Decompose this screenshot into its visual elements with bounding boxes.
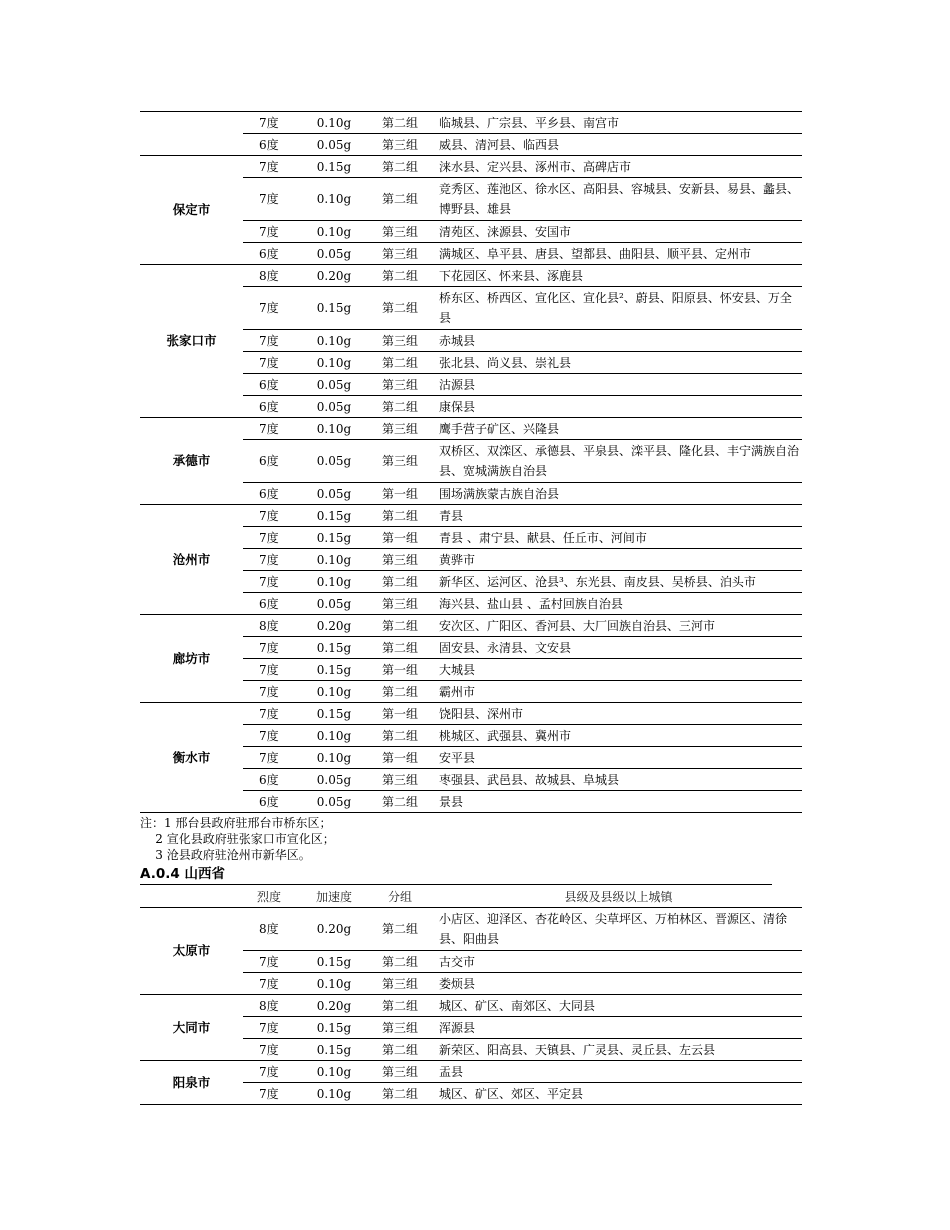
acceleration-cell: 0.20g — [303, 995, 365, 1017]
acceleration-cell: 0.10g — [303, 112, 365, 134]
acceleration-cell: 0.10g — [303, 330, 365, 352]
section-title: A.0.4 山西省 — [140, 864, 772, 885]
intensity-cell: 6度 — [243, 243, 303, 265]
city-cell: 大同市 — [140, 995, 243, 1061]
towns-cell: 满城区、阜平县、唐县、望都县、曲阳县、顺平县、定州市 — [435, 243, 802, 265]
acceleration-cell: 0.05g — [303, 769, 365, 791]
city-cell: 保定市 — [140, 156, 243, 265]
city-cell: 衡水市 — [140, 703, 243, 813]
towns-cell: 清苑区、涞源县、安国市 — [435, 221, 802, 243]
intensity-cell: 7度 — [243, 681, 303, 703]
intensity-cell: 7度 — [243, 112, 303, 134]
intensity-cell: 6度 — [243, 440, 303, 483]
group-cell: 第一组 — [365, 527, 435, 549]
intensity-cell: 7度 — [243, 178, 303, 221]
towns-cell: 浑源县 — [435, 1017, 802, 1039]
intensity-cell: 7度 — [243, 287, 303, 330]
towns-cell: 景县 — [435, 791, 802, 813]
group-cell: 第二组 — [365, 178, 435, 221]
group-cell: 第三组 — [365, 418, 435, 440]
intensity-cell: 7度 — [243, 951, 303, 973]
towns-cell: 霸州市 — [435, 681, 802, 703]
towns-cell: 古交市 — [435, 951, 802, 973]
group-cell: 第一组 — [365, 747, 435, 769]
towns-cell: 鹰手营子矿区、兴隆县 — [435, 418, 802, 440]
acceleration-cell: 0.05g — [303, 134, 365, 156]
towns-cell: 娄烦县 — [435, 973, 802, 995]
footnote-line: 注：1 邢台县政府驻邢台市桥东区； — [140, 816, 332, 830]
shanxi-seismic-table — [140, 887, 802, 1105]
intensity-cell: 7度 — [243, 1061, 303, 1083]
acceleration-cell: 0.10g — [303, 1083, 365, 1105]
acceleration-cell: 0.15g — [303, 1039, 365, 1061]
city-cell: 太原市 — [140, 908, 243, 995]
towns-cell: 盂县 — [435, 1061, 802, 1083]
intensity-cell: 7度 — [243, 659, 303, 681]
acceleration-cell: 0.15g — [303, 505, 365, 527]
table-row — [140, 156, 802, 178]
intensity-cell: 6度 — [243, 483, 303, 505]
intensity-cell: 7度 — [243, 571, 303, 593]
acceleration-cell: 0.05g — [303, 593, 365, 615]
shanxi-table-body — [140, 908, 802, 1105]
group-cell: 第二组 — [365, 265, 435, 287]
group-cell: 第二组 — [365, 615, 435, 637]
acceleration-cell: 0.10g — [303, 747, 365, 769]
group-cell: 第三组 — [365, 134, 435, 156]
table-row — [140, 703, 802, 725]
towns-cell: 下花园区、怀来县、涿鹿县 — [435, 265, 802, 287]
hebei-table-body — [140, 112, 802, 813]
intensity-cell: 7度 — [243, 725, 303, 747]
towns-cell: 大城县 — [435, 659, 802, 681]
header-city — [140, 887, 243, 908]
city-cell: 沧州市 — [140, 505, 243, 615]
group-cell: 第一组 — [365, 659, 435, 681]
group-cell: 第二组 — [365, 908, 435, 951]
table-row — [140, 505, 802, 527]
acceleration-cell: 0.15g — [303, 703, 365, 725]
group-cell: 第三组 — [365, 769, 435, 791]
acceleration-cell: 0.10g — [303, 571, 365, 593]
group-cell: 第二组 — [365, 571, 435, 593]
group-cell: 第二组 — [365, 681, 435, 703]
group-cell: 第二组 — [365, 156, 435, 178]
intensity-cell: 6度 — [243, 396, 303, 418]
header-group: 分组 — [365, 887, 435, 908]
acceleration-cell: 0.15g — [303, 951, 365, 973]
table-row — [140, 418, 802, 440]
towns-cell: 涞水县、定兴县、涿州市、高碑店市 — [435, 156, 802, 178]
towns-cell: 康保县 — [435, 396, 802, 418]
acceleration-cell: 0.15g — [303, 659, 365, 681]
towns-cell: 安次区、广阳区、香河县、大厂回族自治县、三河市 — [435, 615, 802, 637]
acceleration-cell: 0.10g — [303, 178, 365, 221]
acceleration-cell: 0.15g — [303, 527, 365, 549]
towns-cell: 赤城县 — [435, 330, 802, 352]
header-acceleration: 加速度 — [303, 887, 365, 908]
intensity-cell: 7度 — [243, 1039, 303, 1061]
intensity-cell: 7度 — [243, 973, 303, 995]
acceleration-cell: 0.05g — [303, 243, 365, 265]
acceleration-cell: 0.10g — [303, 725, 365, 747]
intensity-cell: 6度 — [243, 769, 303, 791]
towns-cell: 枣强县、武邑县、故城县、阜城县 — [435, 769, 802, 791]
group-cell: 第二组 — [365, 995, 435, 1017]
acceleration-cell: 0.15g — [303, 1017, 365, 1039]
group-cell: 第三组 — [365, 549, 435, 571]
towns-cell: 新荣区、阳高县、天镇县、广灵县、灵丘县、左云县 — [435, 1039, 802, 1061]
intensity-cell: 7度 — [243, 527, 303, 549]
towns-cell: 青县 — [435, 505, 802, 527]
acceleration-cell: 0.05g — [303, 396, 365, 418]
acceleration-cell: 0.20g — [303, 908, 365, 951]
acceleration-cell: 0.10g — [303, 221, 365, 243]
towns-cell: 海兴县、盐山县 、孟村回族自治县 — [435, 593, 802, 615]
acceleration-cell: 0.15g — [303, 637, 365, 659]
group-cell: 第三组 — [365, 243, 435, 265]
towns-cell: 城区、矿区、南郊区、大同县 — [435, 995, 802, 1017]
intensity-cell: 8度 — [243, 908, 303, 951]
group-cell: 第二组 — [365, 637, 435, 659]
towns-cell: 桥东区、桥西区、宣化区、宣化县²、蔚县、阳原县、怀安县、万全县 — [435, 287, 802, 330]
group-cell: 第二组 — [365, 287, 435, 330]
group-cell: 第三组 — [365, 593, 435, 615]
acceleration-cell: 0.05g — [303, 440, 365, 483]
group-cell: 第一组 — [365, 483, 435, 505]
intensity-cell: 7度 — [243, 637, 303, 659]
table-row — [140, 1061, 802, 1083]
intensity-cell: 6度 — [243, 791, 303, 813]
intensity-cell: 7度 — [243, 703, 303, 725]
group-cell: 第二组 — [365, 1083, 435, 1105]
towns-cell: 围场满族蒙古族自治县 — [435, 483, 802, 505]
acceleration-cell: 0.05g — [303, 374, 365, 396]
intensity-cell: 6度 — [243, 134, 303, 156]
intensity-cell: 7度 — [243, 747, 303, 769]
intensity-cell: 7度 — [243, 1083, 303, 1105]
towns-cell: 青县 、肃宁县、献县、任丘市、河间市 — [435, 527, 802, 549]
towns-cell: 沽源县 — [435, 374, 802, 396]
footnote-line: 3 沧县政府驻沧州市新华区。 — [140, 848, 311, 862]
acceleration-cell: 0.10g — [303, 681, 365, 703]
group-cell: 第二组 — [365, 1039, 435, 1061]
towns-cell: 竞秀区、莲池区、徐水区、高阳县、容城县、安新县、易县、蠡县、博野县、雄县 — [435, 178, 802, 221]
city-cell: 承德市 — [140, 418, 243, 505]
acceleration-cell: 0.10g — [303, 1061, 365, 1083]
intensity-cell: 8度 — [243, 995, 303, 1017]
towns-cell: 安平县 — [435, 747, 802, 769]
group-cell: 第二组 — [365, 112, 435, 134]
acceleration-cell: 0.10g — [303, 352, 365, 374]
acceleration-cell: 0.10g — [303, 973, 365, 995]
intensity-cell: 7度 — [243, 1017, 303, 1039]
intensity-cell: 8度 — [243, 615, 303, 637]
group-cell: 第二组 — [365, 505, 435, 527]
table-row — [140, 908, 802, 951]
hebei-seismic-table — [140, 111, 802, 813]
intensity-cell: 6度 — [243, 593, 303, 615]
group-cell: 第二组 — [365, 725, 435, 747]
intensity-cell: 7度 — [243, 156, 303, 178]
acceleration-cell: 0.20g — [303, 265, 365, 287]
city-cell: 阳泉市 — [140, 1061, 243, 1105]
intensity-cell: 7度 — [243, 352, 303, 374]
group-cell: 第三组 — [365, 440, 435, 483]
towns-cell: 新华区、运河区、沧县³、东光县、南皮县、吴桥县、泊头市 — [435, 571, 802, 593]
intensity-cell: 7度 — [243, 330, 303, 352]
towns-cell: 饶阳县、深州市 — [435, 703, 802, 725]
towns-cell: 城区、矿区、郊区、平定县 — [435, 1083, 802, 1105]
footnote-line: 2 宣化县政府驻张家口市宣化区； — [140, 832, 335, 846]
group-cell: 第二组 — [365, 791, 435, 813]
intensity-cell: 7度 — [243, 549, 303, 571]
city-cell: 廊坊市 — [140, 615, 243, 703]
acceleration-cell: 0.15g — [303, 156, 365, 178]
towns-cell: 固安县、永清县、文安县 — [435, 637, 802, 659]
group-cell: 第二组 — [365, 396, 435, 418]
intensity-cell: 7度 — [243, 505, 303, 527]
header-towns: 县级及县级以上城镇 — [435, 887, 802, 908]
towns-cell: 双桥区、双滦区、承德县、平泉县、滦平县、隆化县、丰宁满族自治县、宽城满族自治县 — [435, 440, 802, 483]
city-cell: 张家口市 — [140, 265, 243, 418]
table-row — [140, 995, 802, 1017]
group-cell: 第三组 — [365, 221, 435, 243]
acceleration-cell: 0.20g — [303, 615, 365, 637]
group-cell: 第三组 — [365, 973, 435, 995]
group-cell: 第二组 — [365, 951, 435, 973]
intensity-cell: 7度 — [243, 221, 303, 243]
city-cell — [140, 112, 243, 156]
header-intensity: 烈度 — [243, 887, 303, 908]
acceleration-cell: 0.15g — [303, 287, 365, 330]
towns-cell: 黄骅市 — [435, 549, 802, 571]
group-cell: 第一组 — [365, 703, 435, 725]
intensity-cell: 8度 — [243, 265, 303, 287]
footnotes — [140, 815, 802, 863]
acceleration-cell: 0.10g — [303, 418, 365, 440]
group-cell: 第三组 — [365, 374, 435, 396]
table-header — [140, 887, 802, 908]
towns-cell: 桃城区、武强县、冀州市 — [435, 725, 802, 747]
acceleration-cell: 0.10g — [303, 549, 365, 571]
towns-cell: 威县、清河县、临西县 — [435, 134, 802, 156]
group-cell: 第二组 — [365, 352, 435, 374]
table-row — [140, 112, 802, 134]
acceleration-cell: 0.05g — [303, 791, 365, 813]
intensity-cell: 7度 — [243, 418, 303, 440]
intensity-cell: 6度 — [243, 374, 303, 396]
towns-cell: 张北县、尚义县、崇礼县 — [435, 352, 802, 374]
table-row — [140, 615, 802, 637]
group-cell: 第三组 — [365, 330, 435, 352]
table-row — [140, 265, 802, 287]
acceleration-cell: 0.05g — [303, 483, 365, 505]
group-cell: 第三组 — [365, 1017, 435, 1039]
towns-cell: 临城县、广宗县、平乡县、南宫市 — [435, 112, 802, 134]
group-cell: 第三组 — [365, 1061, 435, 1083]
towns-cell: 小店区、迎泽区、杏花岭区、尖草坪区、万柏林区、晋源区、清徐县、阳曲县 — [435, 908, 802, 951]
document-page — [140, 111, 802, 1105]
